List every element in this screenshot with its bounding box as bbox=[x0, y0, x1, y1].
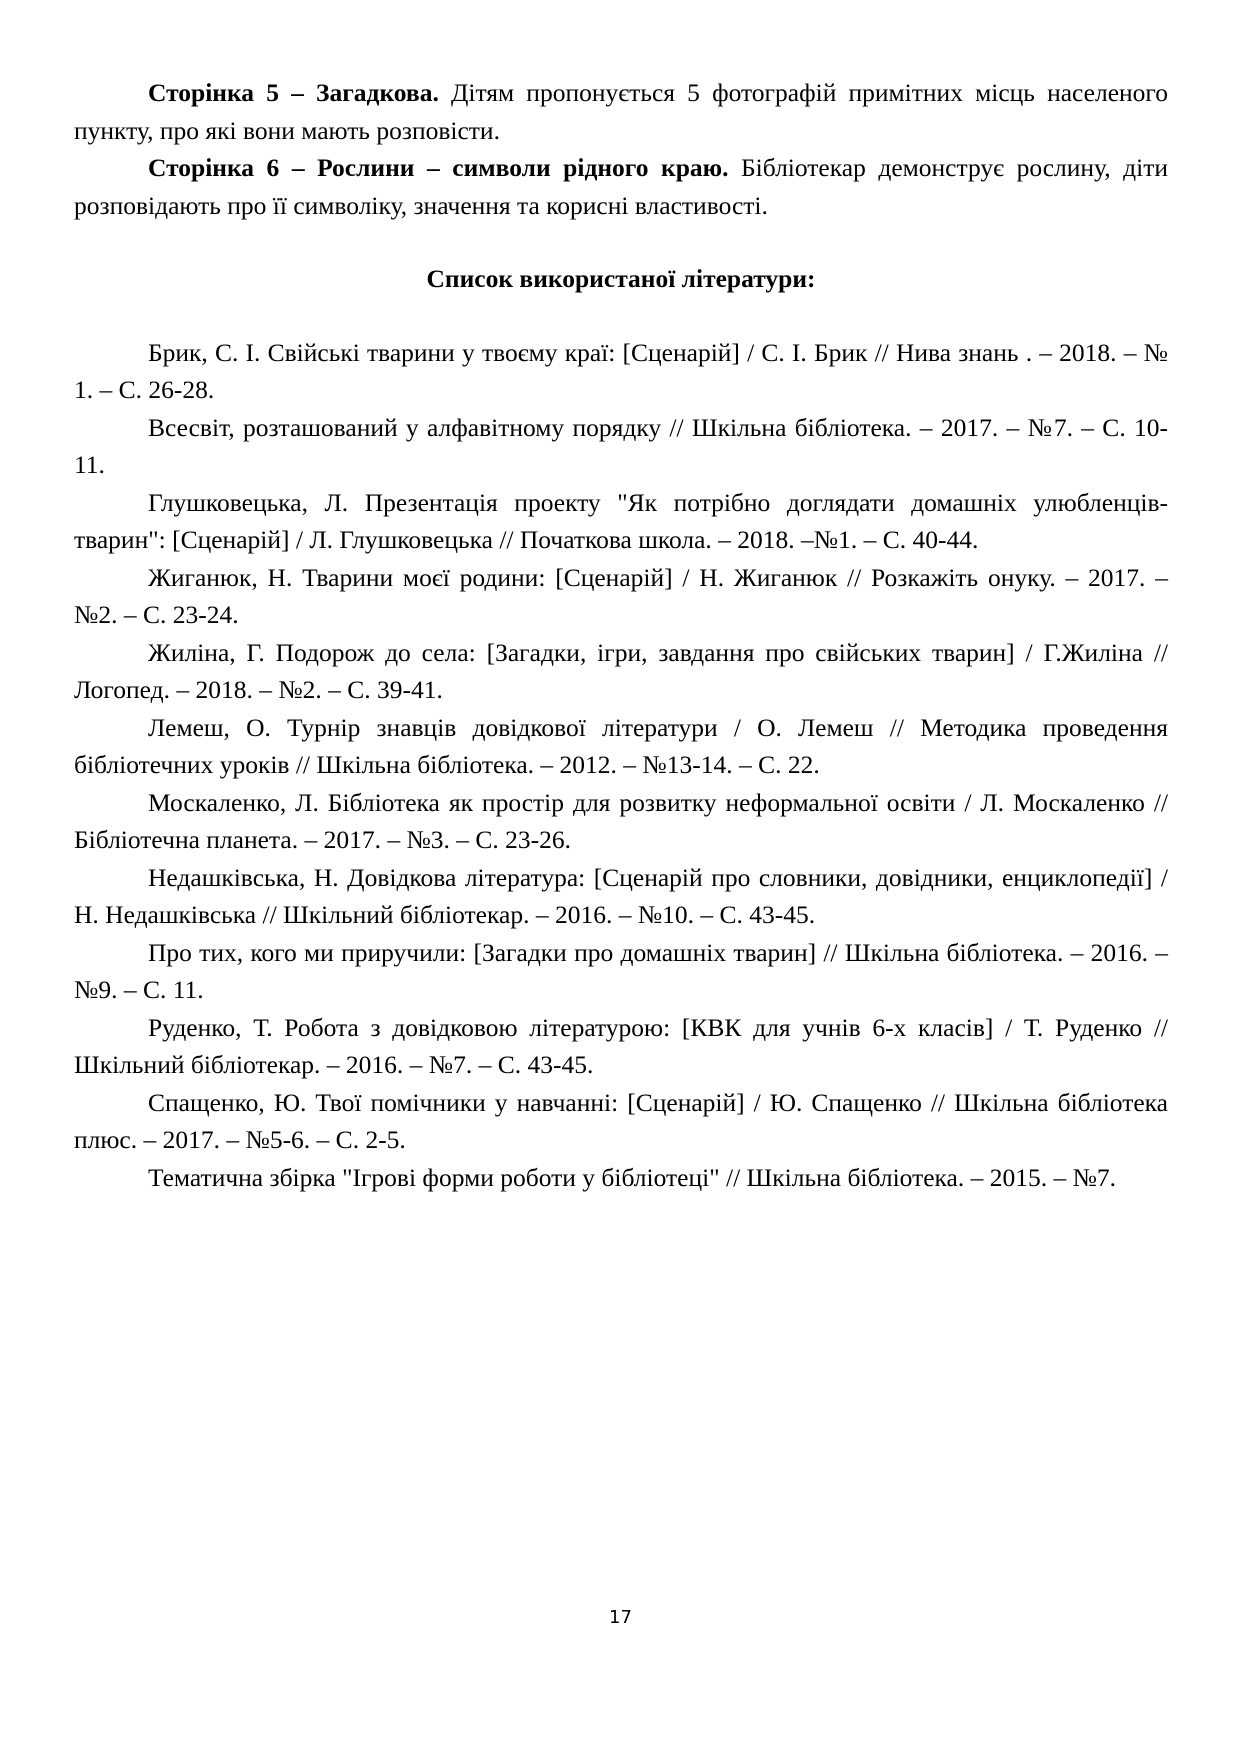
page-number: 17 bbox=[609, 1607, 632, 1628]
reference-item: Глушковецька, Л. Презентація проекту "Як потрібно доглядати домашніх улюбленців-тварин": [Сценарій] / Л. Глушковецька // Початкова школа. – 2018. –№1. – С. 40-44. bbox=[74, 487, 1168, 554]
reference-item: Москаленко, Л. Бібліотека як простір для розвитку неформальної освіти / Л. Москаленко // Бібліотечна планета. – 2017. – №3. – С. 23-26. bbox=[74, 787, 1168, 854]
reference-item: Жиганюк, Н. Тварини моєї родини: [Сценарій] / Н. Жиганюк // Розкажіть онуку. – 2017. – №2. – С. 23-24. bbox=[74, 562, 1168, 629]
reference-item: Руденко, Т. Робота з довідковою літературою: [КВК для учнів 6-х класів] / Т. Руденко // Шкільний бібліотекар. – 2016. – №7. – С. 43-45. bbox=[74, 1012, 1168, 1079]
intro-paragraph-page5 bbox=[74, 74, 1168, 149]
reference-item: Лемеш, О. Турнір знавців довідкової літератури / О. Лемеш // Методика проведення бібліотечних уроків // Шкільна бібліотека. – 2012. – №13-14. – С. 22. bbox=[74, 712, 1168, 779]
reference-item: Тематична збірка "Ігрові форми роботи у бібліотеці" // Шкільна бібліотека. – 2015. – №7. bbox=[148, 1162, 1117, 1192]
references-list bbox=[74, 334, 1168, 1197]
intro-paragraph-page6 bbox=[74, 149, 1168, 224]
intro-heading-page6: Сторінка 6 – Рослини – символи рідного краю. bbox=[148, 153, 729, 182]
intro-heading-page5: Сторінка 5 – Загадкова. bbox=[148, 78, 439, 107]
intro-text-page5: Дітям пропонується 5 фотографій примітних місць населеного пункту, про які вони мають розповісти. bbox=[74, 78, 1169, 145]
intro-text-page6: Бібліотекар демонструє рослину, діти розповідають про її символіку, значення та корисні властивості. bbox=[74, 153, 1168, 220]
reference-item: Про тих, кого ми приручили: [Загадки про домашніх тварин] // Шкільна бібліотека. – 2016. – №9. – С. 11. bbox=[74, 937, 1168, 1004]
document-page bbox=[74, 74, 1168, 1196]
reference-item: Жиліна, Г. Подорож до села: [Загадки, ігри, завдання про свійських тварин] / Г.Жиліна // Логопед. – 2018. – №2. – С. 39-41. bbox=[74, 637, 1168, 704]
intro-section bbox=[74, 74, 1168, 224]
reference-item: Всесвіт, розташований у алфавітному порядку // Шкільна бібліотека. – 2017. – №7. – С. 10-11. bbox=[74, 412, 1168, 479]
reference-item: Брик, С. І. Свійські тварини у твоєму краї: [Сценарій] / С. І. Брик // Нива знань . – 2018. – № 1. – С. 26-28. bbox=[74, 337, 1168, 404]
references-title: Список використаної літератури: bbox=[426, 264, 816, 293]
reference-item: Недашківська, Н. Довідкова література: [Сценарій про словники, довідники, енциклопедії] / Н. Недашківська // Шкільний бібліотекар. – 2016. – №10. – С. 43-45. bbox=[74, 862, 1168, 929]
reference-item: Спащенко, Ю. Твої помічники у навчанні: [Сценарій] / Ю. Спащенко // Шкільна бібліотека плюс. – 2017. – №5-6. – С. 2-5. bbox=[74, 1087, 1168, 1154]
